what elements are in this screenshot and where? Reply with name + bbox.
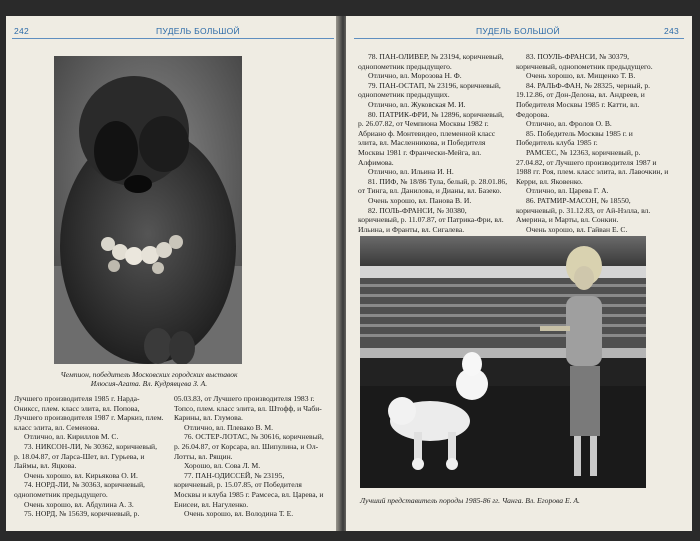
running-head-left: ПУДЕЛЬ БОЛЬШОЙ [156,26,240,36]
entry-paragraph: 81. ПИФ, № 18/86 Тула, белый, р. 28.01.86, от Тинга, вл. Данилова, и Дианы, вл. Базеко. [358,176,508,196]
dog-portrait-illustration [54,56,242,364]
entry-paragraph: Отлично, вл. Фролов О. В. [526,119,612,129]
photo-caption-right: Лучший представитель породы 1985-86 гг. Чанга. Вл. Егорова Е. А. [360,496,580,505]
entry-paragraph: Очень хорошо, вл. Володина Т. Е. [184,509,294,519]
entry-paragraph: 73. НИКСОН-ЛИ, № 30362, коричневый, р. 18.04.87, от Ларса-Шет, вл. Гурьева, и Лаймы, вл. Яцкова. [14,441,158,471]
entry-paragraph: 80. ПАТРИК-ФРИ, № 12896, коричневый, р. 26.07.82, от Чемпиона Москвы 1982 г. Абриано ф. Монтевидео, племенной класс элита, вл. Масленникова, и Победителя Москвы 1981 г. Франчески-Мейга, вл. Алфимова. [358,109,504,167]
entry-paragraph: Отлично, вл. Царева Г. А. [526,186,609,196]
entry-paragraph: Отлично, вл. Морозова Н. Ф. [368,71,462,81]
entry-paragraph: Очень хорошо, вл. Панова В. И. [368,195,472,205]
entry-paragraph: Хорошо, вл. Сова Л. М. [184,461,261,471]
entry-paragraph: 83. ПОУЛЬ-ФРАНСИ, № 30379, коричневый, однопометник предыдущего. [516,52,653,71]
entry-paragraph: Очень хорошо, вл. Абдулина А. З. [24,499,134,509]
right-page [346,16,692,531]
header-rule-right [354,38,684,39]
entry-paragraph: Очень хорошо, вл. Кирьякова О. И. [24,470,138,480]
entry-paragraph: Отлично, вл. Плевако В. М. [184,422,274,432]
entry-paragraph: 77. ПАН-ОДИССЕЙ, № 23195, коричневый, р. 15.07.85, от Победителя Москвы и клуба 1985 г. Рамсеса, вл. Царева, и Енисеи, вл. Нагуленко. [174,470,324,509]
page-number-left: 242 [14,26,30,36]
entry-paragraph: Отлично, вл. Ильина И. Н. [368,167,454,177]
entry-paragraph: 74. НОРД-ЛИ, № 30363, коричневый, однопометник предыдущего. [14,480,145,499]
entry-paragraph: Лучшего производителя 1985 г. Нарда-Ониксс, плем. класс элита, вл. Попова, Лучшего производителя 1987 г. Маркиз, плем. класс элита, вл. Семенова. [14,394,164,432]
entry-paragraph: 05.03.83, от Лучшего производителя 1983 г. Топсо, плем. класс элита, вл. Штофф, и Чаби-Карины, вл. Глумова. [174,394,322,423]
stadium-poodle-photo [360,236,646,488]
stadium-poodle-illustration [360,236,646,488]
entry-paragraph: 79. ПАН-ОСТАП, № 23196, коричневый, однопометник предыдущих. [358,80,501,100]
photo-caption-left: Чемпион, победитель Московских городских выставок Илюсия-Агата. Вл. Кудрявцева З. А. [60,370,238,389]
right-column-1 [358,52,508,244]
running-head-right: ПУДЕЛЬ БОЛЬШОЙ [476,26,560,36]
page-number-right: 243 [664,26,680,36]
entry-paragraph: 78. ПАН-ОЛИВЕР, № 23194, коричневый, однопометник предыдущего. [358,52,504,71]
left-column-2 [174,394,324,519]
entry-paragraph: Очень хорошо, вл. Гайван Е. С. [526,224,628,234]
dog-portrait-photo [54,56,242,364]
right-column-2 [516,52,670,234]
entry-paragraph: 84. РАЛЬФ-ФАН, № 28325, черный, р. 19.12.86, от Дон-Делона, вл. Андреев, и Победителя Москвы 1985 г. Катти, вл. Федорова. [516,80,651,119]
left-page [6,16,342,531]
entry-paragraph: 76. ОСТЕР-ЛОТАС, № 30616, коричневый, р. 26.04.87, от Корсара, вл. Шипулина, и Ол-Лотты, вл. Рящин. [174,432,324,461]
entry-paragraph: Очень хорошо, вл. Мищенко Т. В. [526,71,636,81]
entry-paragraph: 85. Победитель Москвы 1985 г. и Победитель клуба 1985 г. [516,128,633,148]
left-column-1 [14,394,164,519]
entry-paragraph: Отлично, вл. Жуковская М. И. [368,99,466,109]
entry-paragraph: РАМСЕС, № 12363, коричневый, р. 27.04.82, от Лучшего производителя 1987 и 1988 гг. Роя, плем. класс элита, вл. Лавочкин, и Керри, вл. Яковенко. [516,147,669,186]
entry-paragraph: 75. НОРД, № 15639, коричневый, р. [24,509,140,519]
entry-paragraph: 86. РАТМИР-МАСОН, № 18550, коричневый, р. 31.12.83, от Ай-Нэлла, вл. Америна, и Марты, вл. Сонкин. [516,195,651,225]
entry-paragraph: 82. ПОЛЬ-ФРАНСИ, № 30380, коричневый, р. 11.07.87, от Патрика-Фри, вл. Ильина, и Франты, вл. Сигалева. [358,205,504,234]
header-rule-left [12,38,334,39]
entry-paragraph: Отлично, вл. Кириллов М. С. [24,432,119,442]
